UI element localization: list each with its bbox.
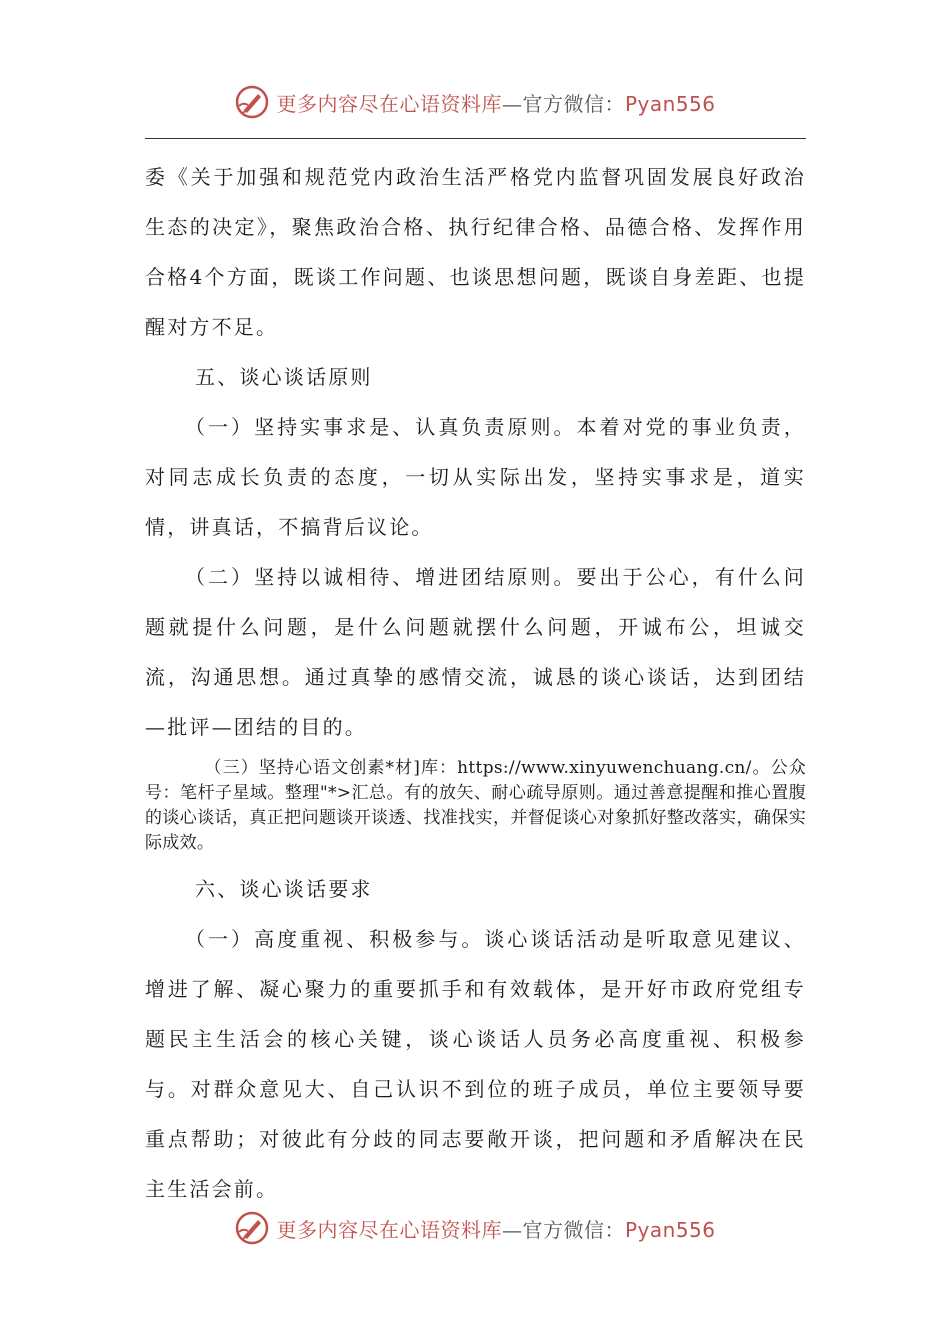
footer-banner-title: 更多内容尽在心语资料库 — [276, 1217, 502, 1242]
paragraph-3: （二）坚持以诚相待、增进团结原则。要出于公心，有什么问题就提什么问题，是什么问题就摆什么问题，开诚布公，坦诚交流，沟通思想。通过真挚的感情交流，诚恳的谈心谈话，达到团结—批评—团结的目的。 — [145, 565, 806, 739]
footer-separator: — — [501, 1217, 523, 1242]
footer-banner — [0, 1210, 950, 1246]
footer-wechat-label: 官方微信： — [522, 1217, 625, 1242]
header-wechat-label: 官方微信： — [522, 91, 625, 116]
pen-logo-icon — [234, 1210, 270, 1246]
section-heading-6: 六、谈心谈话要求 — [195, 877, 373, 901]
header-banner-text — [276, 88, 715, 117]
header-wechat-id: Pyan556 — [624, 91, 716, 116]
header-separator: — — [501, 91, 523, 116]
paragraph-2: （一）坚持实事求是、认真负责原则。本着对党的事业负责，对同志成长负责的态度，一切从实际出发，坚持实事求是，道实情，讲真话，不搞背后议论。 — [145, 415, 806, 539]
paragraph-1: 委《关于加强和规范党内政治生活严格党内监督巩固发展良好政治生态的决定》，聚焦政治合格、执行纪律合格、品德合格、发挥作用合格4个方面，既谈工作问题、也谈思想问题，既谈自身差距、也提醒对方不足。 — [145, 165, 806, 339]
header-rule — [145, 138, 806, 139]
header-banner-title: 更多内容尽在心语资料库 — [276, 91, 502, 116]
section-heading-5: 五、谈心谈话原则 — [195, 365, 373, 389]
pen-logo-icon — [234, 84, 270, 120]
paragraph-5: （一）高度重视、积极参与。谈心谈话活动是听取意见建议、增进了解、凝心聚力的重要抓手和有效载体，是开好市政府党组专题民主生活会的核心关键，谈心谈话人员务必高度重视、积极参与。对群众意见大、自己认识不到位的班子成员，单位主要领导要重点帮助；对彼此有分歧的同志要敞开谈，把问题和矛盾解决在民主生活会前。 — [145, 927, 806, 1201]
header-banner — [0, 84, 950, 120]
footer-wechat-id: Pyan556 — [624, 1217, 716, 1242]
footer-banner-text — [276, 1214, 715, 1243]
paragraph-4: （三）坚持心语文创素*材]库：https://www.xinyuwenchuang.cn/。公众号：笔杆子星域。整理"*>汇总。有的放矢、耐心疏导原则。通过善意提醒和推心置腹的谈心谈话，真正把问题谈开谈透、找准找实，并督促谈心对象抓好整改落实，确保实际成效。 — [145, 758, 806, 853]
document-body — [145, 152, 806, 1214]
